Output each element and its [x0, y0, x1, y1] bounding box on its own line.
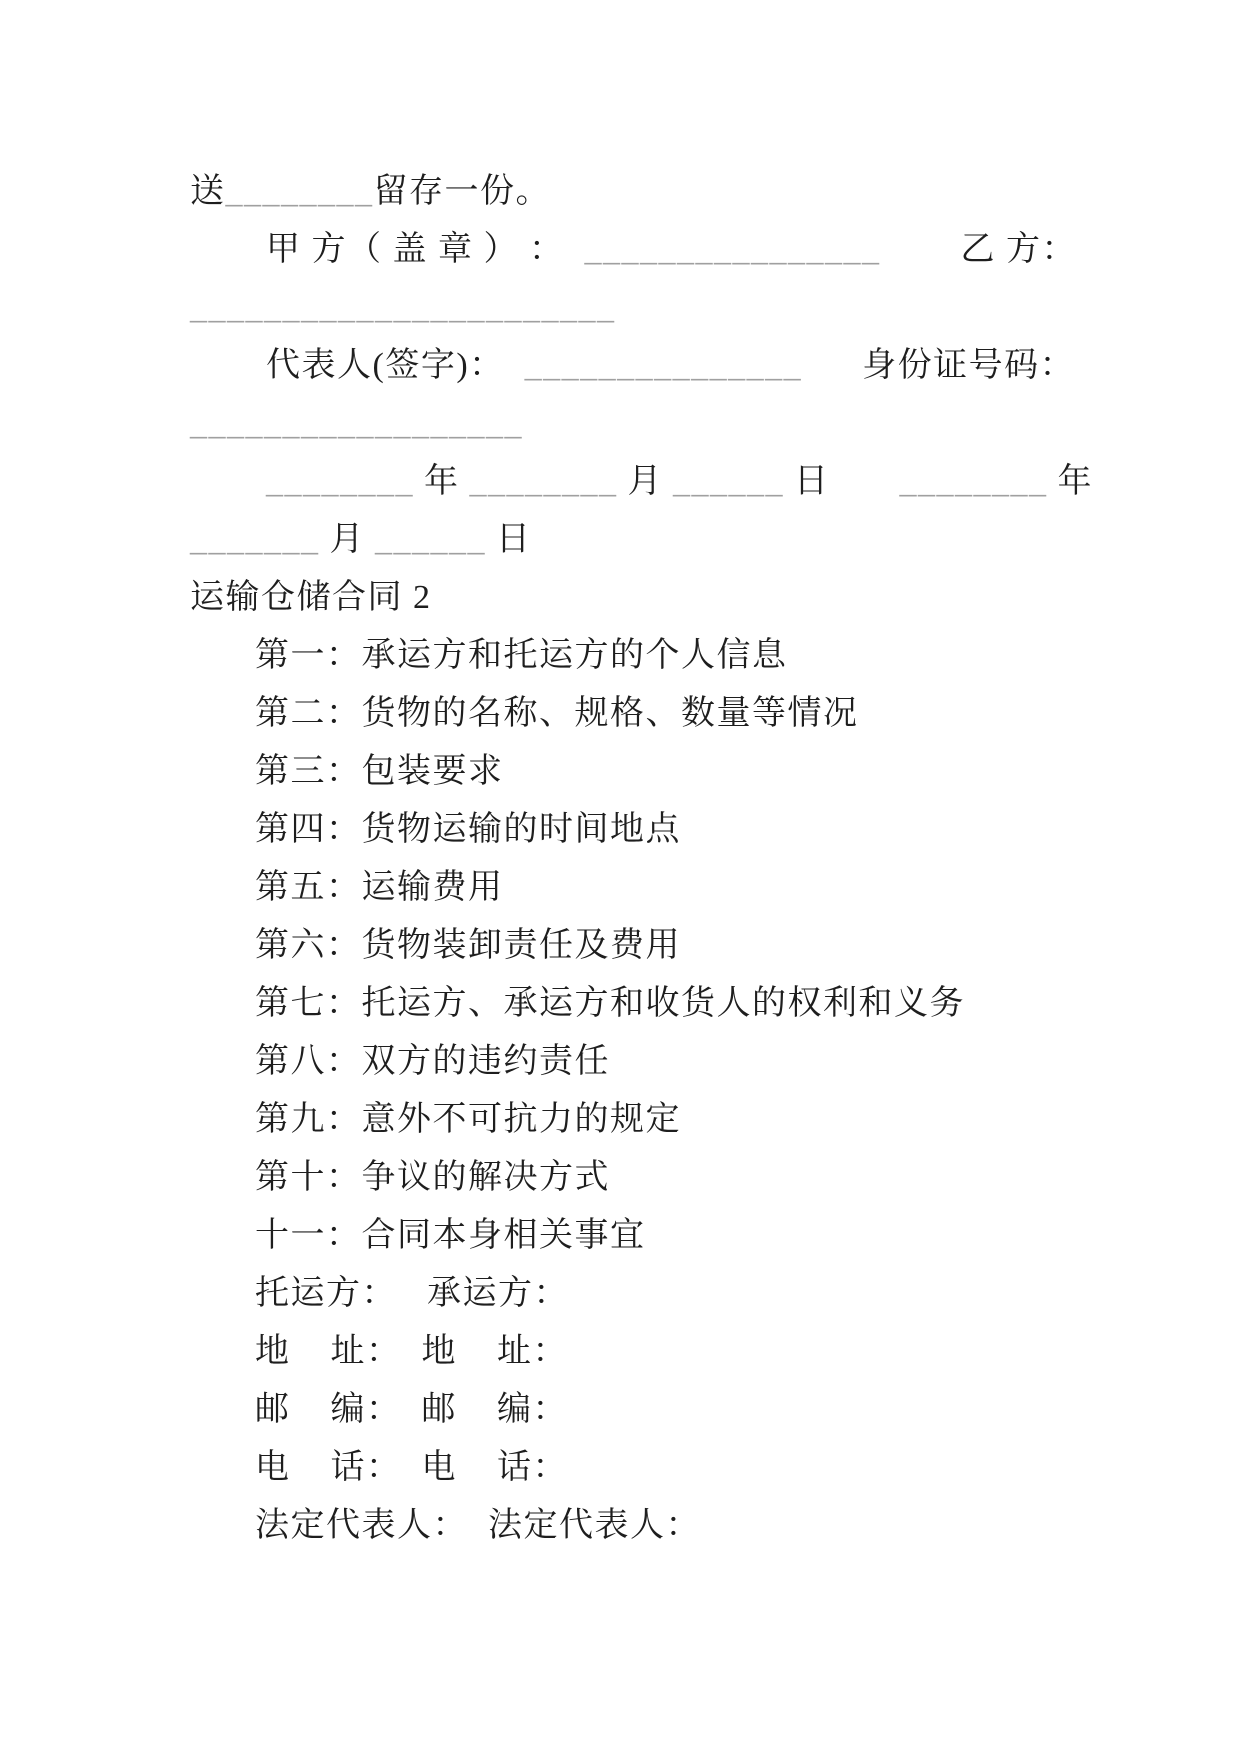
line-phone: [190, 1439, 1191, 1497]
text-segment: 第一：承运方和托运方的个人信息: [255, 637, 788, 674]
toc-item-1: [190, 627, 1191, 685]
text-segment: 第九：意外不可抗力的规定: [255, 1101, 681, 1138]
blank-field: _______________: [524, 347, 803, 384]
text-segment: 托运方： 承运方：: [255, 1275, 569, 1312]
text-segment: 甲 方（ 盖 章 ） ：: [266, 231, 585, 268]
line-representative-signature: [190, 337, 1191, 395]
text-segment: 第六：货物装卸责任及费用: [255, 927, 681, 964]
toc-item-2: [190, 685, 1191, 743]
toc-item-4: [190, 801, 1191, 859]
blank-field: ______: [673, 463, 784, 500]
text-segment: 送: [190, 173, 226, 210]
line-date-party-b: [190, 511, 1191, 569]
toc-item-10: [190, 1149, 1191, 1207]
line-address: [190, 1323, 1191, 1381]
text-segment: 年: [1047, 463, 1093, 500]
line-shipper-carrier: [190, 1265, 1191, 1323]
text-segment: 月: [617, 463, 673, 500]
toc-item-7: [190, 975, 1191, 1033]
blank-field: ________: [266, 463, 414, 500]
blank-field: ________: [225, 173, 374, 210]
text-segment: 月: [319, 521, 375, 558]
text-segment: 日: [784, 463, 830, 500]
line-send-copy: [190, 163, 1191, 221]
text-segment: 第二：货物的名称、规格、数量等情况: [255, 695, 859, 732]
toc-item-6: [190, 917, 1191, 975]
document-body: [190, 163, 1191, 1555]
line-blank-2: [190, 395, 1191, 453]
toc-item-11: [190, 1207, 1191, 1265]
text-segment: 年: [414, 463, 470, 500]
line-legal-representative: [190, 1497, 1191, 1555]
line-blank-1: [190, 279, 1191, 337]
text-segment: 第八：双方的违约责任: [255, 1043, 610, 1080]
text-segment: 电 话： 电 话：: [255, 1449, 568, 1486]
text-segment: 法定代表人： 法定代表人：: [255, 1507, 701, 1544]
toc-item-3: [190, 743, 1191, 801]
text-segment: [830, 463, 900, 500]
text-segment: 运输仓储合同 2: [190, 579, 432, 616]
text-segment: 第十：争议的解决方式: [255, 1159, 610, 1196]
blank-field: ________________: [584, 231, 881, 268]
text-segment: 十一：合同本身相关事宜: [255, 1217, 646, 1254]
blank-field: ________: [469, 463, 618, 500]
toc-item-8: [190, 1033, 1191, 1091]
toc-item-9: [190, 1091, 1191, 1149]
text-segment: 地 址： 地 址：: [255, 1333, 568, 1370]
blank-field: ________: [899, 463, 1048, 500]
text-segment: 乙 方：: [880, 231, 1077, 268]
text-segment: 邮 编： 邮 编：: [255, 1391, 568, 1428]
text-segment: 第三：包装要求: [255, 753, 504, 790]
blank-field: _______: [190, 521, 320, 558]
line-postcode: [190, 1381, 1191, 1439]
text-segment: 身份证号码：: [802, 347, 1076, 384]
text-segment: 第七：托运方、承运方和收货人的权利和义务: [255, 985, 965, 1022]
text-segment: 留存一份。: [373, 173, 551, 210]
section-title: [190, 569, 1191, 627]
line-party-a-seal: [190, 221, 1191, 279]
text-segment: 日: [486, 521, 532, 558]
text-segment: 第五：运输费用: [255, 869, 504, 906]
toc-item-5: [190, 859, 1191, 917]
blank-field: __________________: [190, 405, 523, 442]
text-segment: 代表人(签字)：: [266, 347, 525, 384]
blank-field: _______________________: [190, 289, 616, 326]
blank-field: ______: [375, 521, 486, 558]
text-segment: 第四：货物运输的时间地点: [255, 811, 681, 848]
line-date-party-a: [190, 453, 1191, 511]
